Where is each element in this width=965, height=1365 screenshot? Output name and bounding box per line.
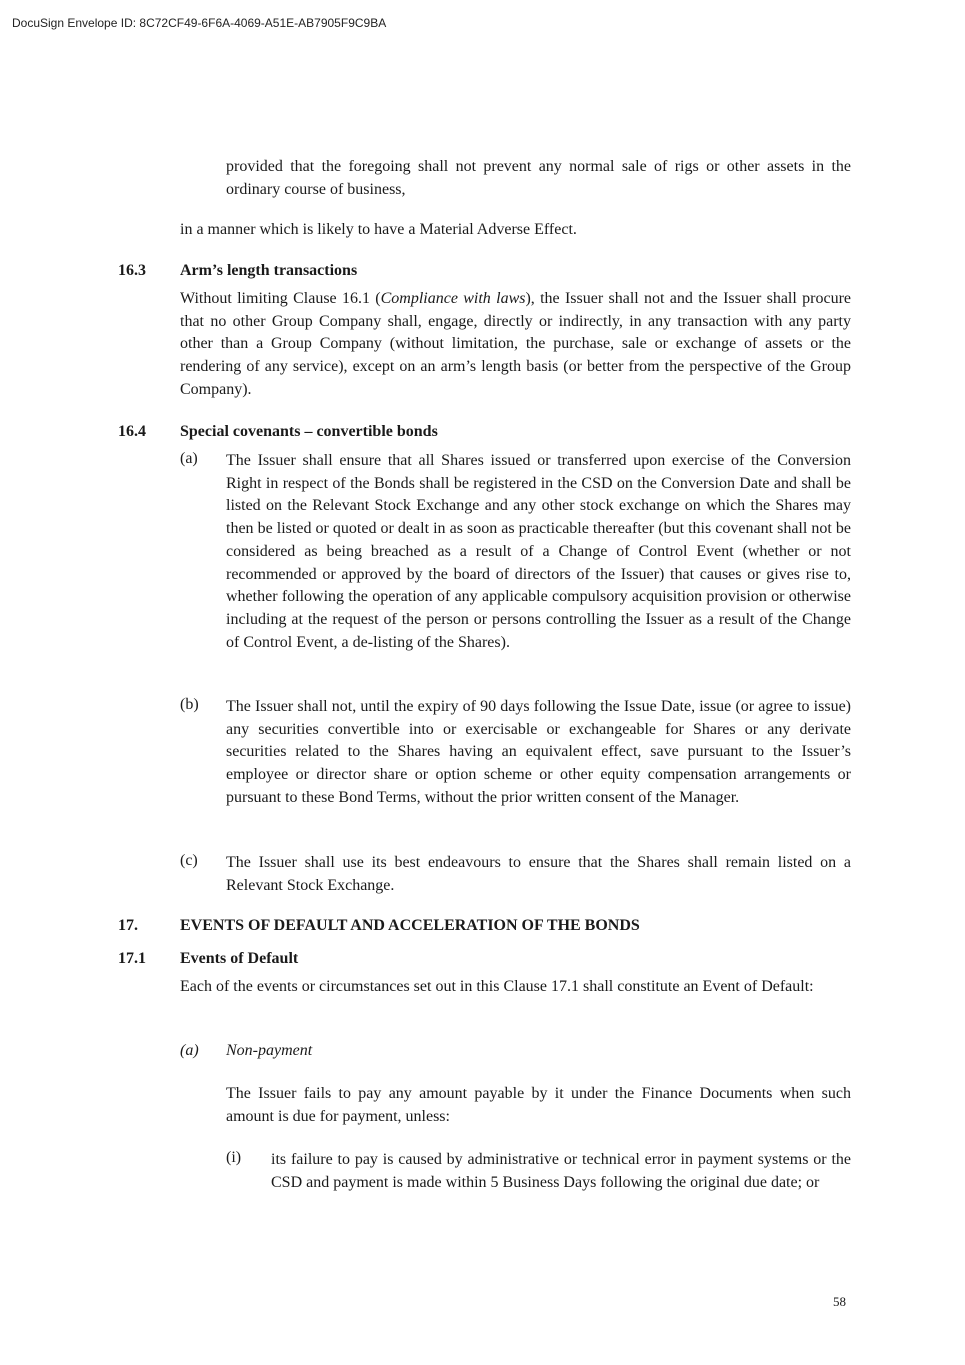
envelope-id: DocuSign Envelope ID: 8C72CF49-6F6A-4069-A51E-AB7905F9C9BA: [12, 16, 387, 30]
section-17-1-body: Each of the events or circumstances set out in this Clause 17.1 shall constitute an Event of Default:: [180, 978, 814, 995]
item-label: (c): [180, 852, 198, 869]
manner-text: in a manner which is likely to have a Material Adverse Effect.: [180, 221, 577, 238]
section-title-16-4: Special covenants – convertible bonds: [180, 423, 438, 440]
subitem-text: The Issuer fails to pay any amount payable by it under the Finance Documents when such amount is due for payment, unless:: [226, 1085, 851, 1125]
subsubitem-text: its failure to pay is caused by administrative or technical error in payment systems or the CSD and payment is made within 5 Business Days following the original due date; or: [271, 1151, 851, 1191]
item-label: (a): [180, 450, 198, 467]
section-title-17: EVENTS OF DEFAULT AND ACCELERATION OF THE BONDS: [180, 917, 640, 934]
section-number-16-4: 16.4: [118, 423, 146, 440]
section-16-3-body: Without limiting Clause 16.1 (Compliance with laws), the Issuer shall not and the Issuer shall procure that no other Group Company shall, engage, directly or indirectly, in any transaction with any party other than a Group Company (without limitation, the purchase, sale or exchange of assets or the rendering of any service), except on an arm’s length basis (or better from the perspective of the Group Company).: [180, 290, 851, 398]
subitem-label: (a): [180, 1042, 199, 1059]
section-title-16-3: Arm’s length transactions: [180, 262, 358, 279]
section-number-17: 17.: [118, 917, 138, 934]
item-text: The Issuer shall not, until the expiry of 90 days following the Issue Date, issue (or agree to issue) any securities convertible into or exercisable or exchangeable for Shares or any derivate securities related to the Shares having an equivalent effect, save pursuant to the Issuer’s employee or director share or option scheme or other equity compensation arrangements or pursuant to these Bond Terms, without the prior written consent of the Manager.: [226, 698, 851, 806]
section-number-17-1: 17.1: [118, 950, 146, 967]
item-text: The Issuer shall use its best endeavours to ensure that the Shares shall remain listed on a Relevant Stock Exchange.: [226, 854, 851, 894]
page-number: 58: [833, 1294, 846, 1309]
item-label: (b): [180, 696, 199, 713]
section-title-17-1: Events of Default: [180, 950, 299, 967]
subsubitem-label: (i): [226, 1149, 242, 1166]
subitem-title: Non-payment: [226, 1042, 313, 1059]
section-number-16-3: 16.3: [118, 262, 146, 279]
item-text: The Issuer shall ensure that all Shares issued or transferred upon exercise of the Conversion Right in respect of the Bonds shall be registered in the CSD on the Conversion Date and shall be listed on the Relevant Stock Exchange and any other stock exchange on which the Shares may then be listed or quoted or dealt in as soon as practicable thereafter (but this covenant shall not be considered as being breached as a result of a Change of Control Event (whether or not recommended or approved by the board of directors of the Issuer) that causes or gives rise to, whether following the operation of any applicable compulsory acquisition provision or otherwise including at the request of the person or persons controlling the Issuer as a result of the Change of Control Event, a de-listing of the Shares).: [226, 452, 851, 651]
clause-reference: Compliance with laws: [380, 290, 526, 307]
proviso-text: provided that the foregoing shall not prevent any normal sale of rigs or other assets in the ordinary course of business,: [226, 158, 851, 198]
